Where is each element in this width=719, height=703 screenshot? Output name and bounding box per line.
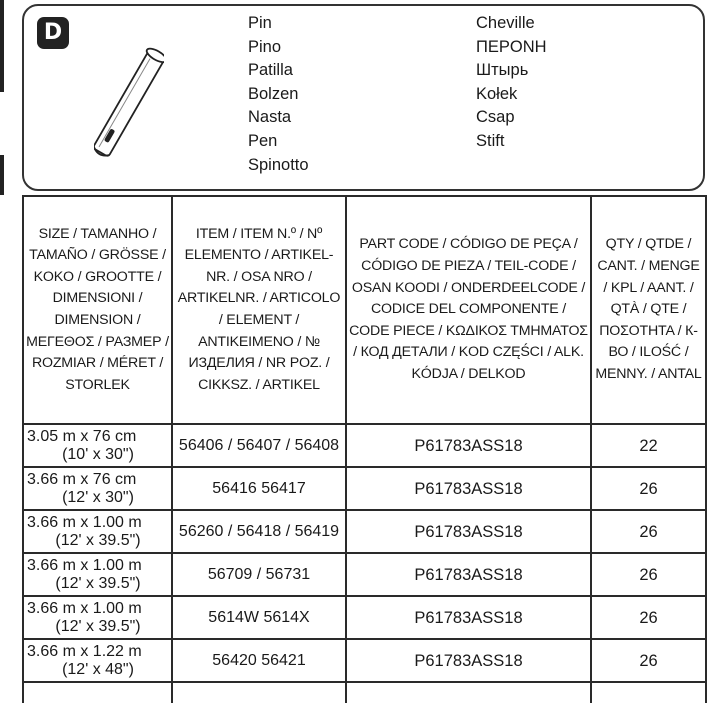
item-cell: 56416 56417 xyxy=(172,467,346,510)
item-cell: 56420 56421 xyxy=(172,639,346,682)
table-row xyxy=(23,596,706,639)
size-cell xyxy=(23,424,172,467)
qty-cell: 26 xyxy=(591,510,706,553)
table-header-row xyxy=(23,196,706,424)
qty-cell: 26 xyxy=(591,596,706,639)
part-code-cell: P61783ASS18 xyxy=(346,596,591,639)
pin-name: Csap xyxy=(476,108,515,127)
size-cell xyxy=(23,467,172,510)
item-cell: 56260 / 56418 / 56419 xyxy=(172,510,346,553)
pin-name: ΠΕΡΟΝΗ xyxy=(476,37,547,56)
part-code-cell: P61783ASS18 xyxy=(346,639,591,682)
qty-column-header: QTY / QTDE / CANT. / MENGE / KPL / AANT. / QTÀ / QTE / ΠΟΣΟΤΗΤΑ / К-ВО / ILOŚĆ / MENNY. / ANTAL xyxy=(591,196,706,424)
size-column-header: SIZE / TAMANHO / TAMAÑO / GRÖSSE / KOKO / GROOTTE / DIMENSIONI / DIMENSION / ΜΕΓΕΘΟΣ / РАЗМЕР / ROZMIAR / MÉRET / STORLEK xyxy=(23,196,172,424)
pin-name: Kołek xyxy=(476,84,518,103)
size-metric: 3.66 m x 1.00 m xyxy=(27,556,142,574)
part-code-cell: P61783ASS18 xyxy=(346,424,591,467)
pin-name: Nasta xyxy=(248,108,292,127)
empty-cell xyxy=(23,682,172,703)
size-metric: 3.05 m x 76 cm xyxy=(27,427,137,445)
parts-table xyxy=(22,195,707,703)
pin-name: Pin xyxy=(248,14,272,32)
size-cell xyxy=(23,639,172,682)
pin-name: Patilla xyxy=(248,61,293,80)
size-imperial: (12' x 39.5") xyxy=(55,574,141,592)
size-cell xyxy=(23,596,172,639)
part-code-column-header: PART CODE / CÓDIGO DE PEÇA / CÓDIGO DE PIEZA / TEIL-CODE / OSAN KOODI / ONDERDEELCODE / CODICE DEL COMPONENTE / CODE PIECE / ΚΩΔΙΚΟΣ ΤΜΗΜΑΤΟΣ / КОД ДЕТАЛИ / KOD CZĘŚCI / ALK. KÓDJA / DELKOD xyxy=(346,196,591,424)
size-imperial: (12' x 39.5") xyxy=(55,617,141,635)
size-metric: 3.66 m x 76 cm xyxy=(27,470,137,488)
item-cell: 56709 / 56731 xyxy=(172,553,346,596)
size-imperial: (12' x 30") xyxy=(62,488,134,506)
table-row-cut-off xyxy=(23,682,706,703)
empty-cell xyxy=(591,682,706,703)
pin-icon xyxy=(94,38,164,168)
pin-name: Pino xyxy=(248,37,282,56)
pin-name: Bolzen xyxy=(248,84,299,103)
item-cell: 56406 / 56407 / 56408 xyxy=(172,424,346,467)
item-cell: 5614W 5614X xyxy=(172,596,346,639)
size-imperial: (12' x 39.5") xyxy=(55,531,141,549)
item-column-header: ITEM / ITEM N.º / Nº ELEMENTO / ARTIKEL-NR. / OSA NRO / ARTIKELNR. / ARTICOLO / ELEMENT / ANTIKEIMENO / № ИЗДЕЛИЯ / NR POZ. / CIKKSZ. / ARTIKEL xyxy=(172,196,346,424)
part-code-cell: P61783ASS18 xyxy=(346,510,591,553)
table-row xyxy=(23,553,706,596)
qty-cell: 22 xyxy=(591,424,706,467)
size-cell xyxy=(23,553,172,596)
table-row xyxy=(23,467,706,510)
binding-mark-bottom xyxy=(0,155,4,195)
size-metric: 3.66 m x 1.00 m xyxy=(27,599,142,617)
table-row xyxy=(23,424,706,467)
qty-cell: 26 xyxy=(591,467,706,510)
pin-name: Cheville xyxy=(476,14,535,32)
part-callout-panel xyxy=(22,4,705,191)
table-row xyxy=(23,510,706,553)
binding-mark-top xyxy=(0,0,4,92)
table-row xyxy=(23,639,706,682)
pin-name: Stift xyxy=(476,131,505,150)
qty-cell: 26 xyxy=(591,639,706,682)
pin-names-right xyxy=(476,12,547,154)
size-imperial: (12' x 48") xyxy=(62,660,134,678)
empty-cell xyxy=(172,682,346,703)
part-code-cell: P61783ASS18 xyxy=(346,553,591,596)
pin-name: Pen xyxy=(248,131,278,150)
pin-names-left xyxy=(248,12,309,177)
qty-cell: 26 xyxy=(591,553,706,596)
part-letter-badge: D xyxy=(37,17,69,49)
size-metric: 3.66 m x 1.00 m xyxy=(27,513,142,531)
pin-name: Spinotto xyxy=(248,155,309,174)
size-cell xyxy=(23,510,172,553)
pin-name: Штырь xyxy=(476,61,529,80)
part-code-cell: P61783ASS18 xyxy=(346,467,591,510)
size-imperial: (10' x 30") xyxy=(62,445,134,463)
empty-cell xyxy=(346,682,591,703)
size-metric: 3.66 m x 1.22 m xyxy=(27,642,142,660)
